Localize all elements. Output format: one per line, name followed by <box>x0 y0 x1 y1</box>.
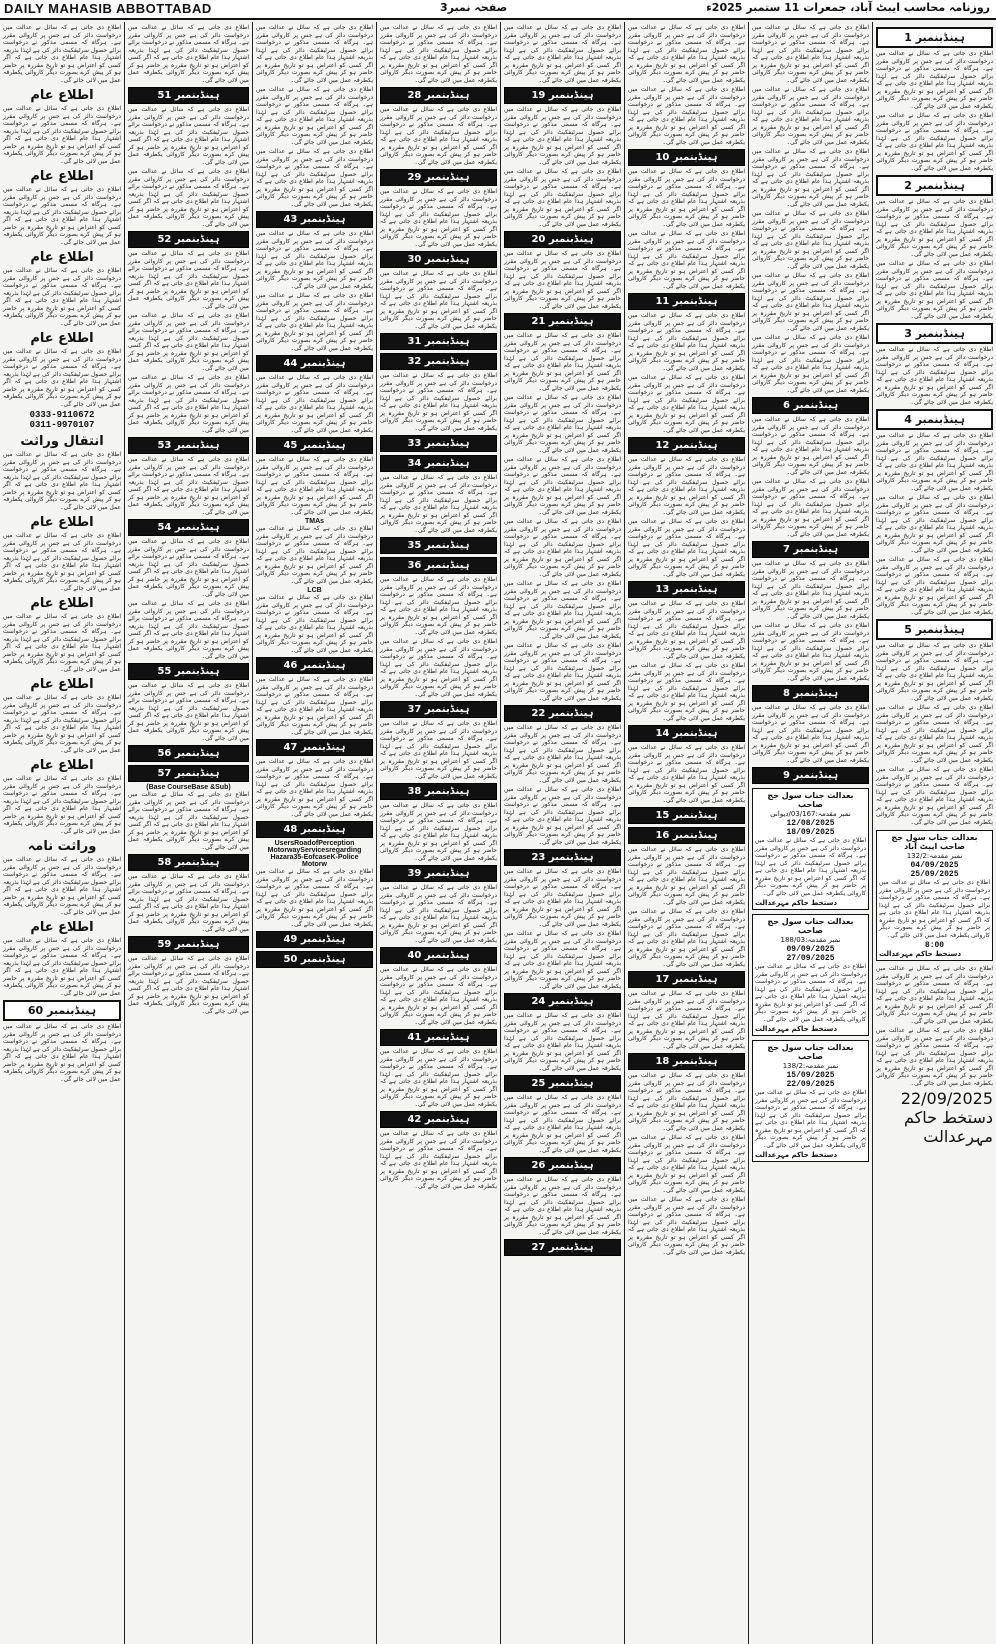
court-date: 22/09/2025 <box>900 1089 993 1108</box>
section-title: اطلاع عام <box>30 515 94 530</box>
notice-heading: ہینڈبنمبر 19 <box>504 87 621 104</box>
court-signature: دستخط حاکم مہرعدالت <box>755 1151 838 1159</box>
notice-body: اطلاع دی جاتی ہے کہ سائل نے عدالت میں درخواست دائر کی ہے جس پر کاروائی مقرر ہے۔ ہرگاہ کہ مسمی مذکور نے درخواست برائے حصول سرٹیفکیٹ دائر کی ہے لہٰذا بذریعہ اشتہار ہذا عام اطلاع دی جاتی ہے کہ اگر کسی کو اعتراض ہو تو تاریخ مقررہ پر حاضر ہو کر پیش کرے بصورت دیگر کاروائی یکطرفہ عمل میں لائی جائے گی۔ <box>752 210 869 270</box>
issue-date: روزنامہ محاسب ایبٹ آباد، جمعرات 11 ستمبر 2025ء <box>706 1 990 14</box>
notice-body: اطلاع دی جاتی ہے کہ سائل نے عدالت میں درخواست دائر کی ہے جس پر کاروائی مقرر ہے۔ ہرگاہ کہ مسمی مذکور نے درخواست برائے حصول سرٹیفکیٹ دائر کی ہے لہٰذا بذریعہ اشتہار ہذا عام اطلاع دی جاتی ہے کہ اگر کسی کو اعتراض ہو تو تاریخ مقررہ پر حاضر ہو کر پیش کرے بصورت دیگر کاروائی یکطرفہ عمل میں لائی جائے گی۔ <box>3 775 121 835</box>
notice-body: اطلاع دی جاتی ہے کہ سائل نے عدالت میں درخواست دائر کی ہے جس پر کاروائی مقرر ہے۔ ہرگاہ کہ مسمی مذکور نے درخواست برائے حصول سرٹیفکیٹ دائر کی ہے لہٰذا بذریعہ اشتہار ہذا عام اطلاع دی جاتی ہے کہ اگر کسی کو اعتراض ہو تو تاریخ مقررہ پر حاضر ہو کر پیش کرے بصورت دیگر کاروائی یکطرفہ عمل میں لائی جائے گی۔ <box>504 250 621 310</box>
notice-heading: ہینڈبنمبر 45 <box>256 437 373 454</box>
notice-body: اطلاع دی جاتی ہے کہ سائل نے عدالت میں درخواست دائر کی ہے جس پر کاروائی مقرر ہے۔ ہرگاہ کہ مسمی مذکور نے درخواست برائے حصول سرٹیفکیٹ دائر کی ہے لہٰذا بذریعہ اشتہار ہذا عام اطلاع دی جاتی ہے کہ اگر کسی کو اعتراض ہو تو تاریخ مقررہ پر حاضر ہو کر پیش کرے بصورت دیگر کاروائی یکطرفہ عمل میں لائی جائے گی۔ <box>876 766 993 826</box>
notice-body: اطلاع دی جاتی ہے کہ سائل نے عدالت میں درخواست دائر کی ہے جس پر کاروائی مقرر ہے۔ ہرگاہ کہ مسمی مذکور نے درخواست برائے حصول سرٹیفکیٹ دائر کی ہے لہٰذا بذریعہ اشتہار ہذا عام اطلاع دی جاتی ہے کہ اگر کسی کو اعتراض ہو تو تاریخ مقررہ پر حاضر ہو کر پیش کرے بصورت دیگر کاروائی یکطرفہ عمل میں لائی جائے گی۔ <box>380 106 497 166</box>
notice-body: اطلاع دی جاتی ہے کہ سائل نے عدالت میں درخواست دائر کی ہے جس پر کاروائی مقرر ہے۔ ہرگاہ کہ مسمی مذکور نے درخواست برائے حصول سرٹیفکیٹ دائر کی ہے لہٰذا بذریعہ اشتہار ہذا عام اطلاع دی جاتی ہے کہ اگر کسی کو اعتراض ہو تو تاریخ مقررہ پر حاضر ہو کر پیش کرے بصورت دیگر کاروائی یکطرفہ عمل میں لائی جائے گی۔ <box>128 538 249 598</box>
notice-heading: ہینڈبنمبر 7 <box>752 541 869 558</box>
notice-body: اطلاع دی جاتی ہے کہ سائل نے عدالت میں درخواست دائر کی ہے جس پر کاروائی مقرر ہے۔ ہرگاہ کہ مسمی مذکور نے درخواست برائے حصول سرٹیفکیٹ دائر کی ہے لہٰذا بذریعہ اشتہار ہذا عام اطلاع دی جاتی ہے کہ اگر کسی کو اعتراض ہو تو تاریخ مقررہ پر حاضر ہو کر پیش کرے بصورت دیگر کاروائی یکطرفہ عمل میں لائی جائے گی۔ <box>3 105 121 165</box>
notice-body: اطلاع دی جاتی ہے کہ سائل نے عدالت میں درخواست دائر کی ہے جس پر کاروائی مقرر ہے۔ ہرگاہ کہ مسمی مذکور نے درخواست برائے حصول سرٹیفکیٹ دائر کی ہے لہٰذا بذریعہ اشتہار ہذا عام اطلاع دی جاتی ہے کہ اگر کسی کو اعتراض ہو تو تاریخ مقررہ پر حاضر ہو کر پیش کرے بصورت دیگر کاروائی یکطرفہ عمل میں لائی جائے گی۔ <box>256 758 373 818</box>
court-date: 15/09/2025 <box>786 1071 835 1080</box>
notice-heading: ہینڈبنمبر 43 <box>256 211 373 228</box>
court-signature: دستخط حاکم مہرعدالت <box>879 950 962 958</box>
column-4 <box>500 22 624 1644</box>
notice-body: اطلاع دی جاتی ہے کہ سائل نے عدالت میں درخواست دائر کی ہے جس پر کاروائی مقرر ہے۔ ہرگاہ کہ مسمی مذکور نے درخواست برائے حصول سرٹیفکیٹ دائر کی ہے لہٰذا بذریعہ اشتہار ہذا عام اطلاع دی جاتی ہے کہ اگر کسی کو اعتراض ہو تو تاریخ مقررہ پر حاضر ہو کر پیش کرے بصورت دیگر کاروائی یکطرفہ عمل میں لائی جائے گی۔ <box>256 374 373 434</box>
notice-body: اطلاع دی جاتی ہے کہ سائل نے عدالت میں درخواست دائر کی ہے جس پر کاروائی مقرر ہے۔ ہرگاہ کہ مسمی مذکور نے درخواست برائے حصول سرٹیفکیٹ دائر کی ہے لہٰذا بذریعہ اشتہار ہذا عام اطلاع دی جاتی ہے کہ اگر کسی کو اعتراض ہو تو تاریخ مقررہ پر حاضر ہو کر پیش کرے بصورت دیگر کاروائی یکطرفہ عمل میں لائی جائے گی۔ <box>128 682 249 742</box>
court-signature: دستخط حاکم مہرعدالت <box>755 899 838 907</box>
notice-body: اطلاع دی جاتی ہے کہ سائل نے عدالت میں درخواست دائر کی ہے جس پر کاروائی مقرر ہے۔ ہرگاہ کہ مسمی مذکور نے درخواست برائے حصول سرٹیفکیٹ دائر کی ہے لہٰذا بذریعہ اشتہار ہذا عام اطلاع دی جاتی ہے کہ اگر کسی کو اعتراض ہو تو تاریخ مقررہ پر حاضر ہو کر پیش کرے بصورت دیگر کاروائی یکطرفہ عمل میں لائی جائے گی۔ <box>752 704 869 764</box>
notice-body: اطلاع دی جاتی ہے کہ سائل نے عدالت میں درخواست دائر کی ہے جس پر کاروائی مقرر ہے۔ ہرگاہ کہ مسمی مذکور نے درخواست برائے حصول سرٹیفکیٹ دائر کی ہے لہٰذا بذریعہ اشتہار ہذا عام اطلاع دی جاتی ہے کہ اگر کسی کو اعتراض ہو تو تاریخ مقررہ پر حاضر ہو کر پیش کرے بصورت دیگر کاروائی یکطرفہ عمل میں لائی جائے گی۔ <box>628 744 745 804</box>
notice-body: اطلاع دی جاتی ہے کہ سائل نے عدالت میں درخواست دائر کی ہے جس پر کاروائی مقرر ہے۔ ہرگاہ کہ مسمی مذکور نے درخواست برائے حصول سرٹیفکیٹ دائر کی ہے لہٰذا بذریعہ اشتہار ہذا عام اطلاع دی جاتی ہے کہ اگر کسی کو اعتراض ہو تو تاریخ مقررہ پر حاضر ہو کر پیش کرے بصورت دیگر کاروائی یکطرفہ عمل میں لائی جائے گی۔ <box>752 86 869 146</box>
notice-body: اطلاع دی جاتی ہے کہ سائل نے عدالت میں درخواست دائر کی ہے جس پر کاروائی مقرر ہے۔ ہرگاہ کہ مسمی مذکور نے درخواست برائے حصول سرٹیفکیٹ دائر کی ہے لہٰذا بذریعہ اشتہار ہذا عام اطلاع دی جاتی ہے کہ اگر کسی کو اعتراض ہو تو تاریخ مقررہ پر حاضر ہو کر پیش کرے بصورت دیگر کاروائی یکطرفہ عمل میں لائی جائے گی۔ <box>628 1196 745 1256</box>
notice-heading: ہینڈبنمبر 49 <box>256 931 373 948</box>
notice-body: اطلاع دی جاتی ہے کہ سائل نے عدالت میں درخواست دائر کی ہے جس پر کاروائی مقرر ہے۔ ہرگاہ کہ مسمی مذکور نے درخواست برائے حصول سرٹیفکیٹ دائر کی ہے لہٰذا بذریعہ اشتہار ہذا عام اطلاع دی جاتی ہے کہ اگر کسی کو اعتراض ہو تو تاریخ مقررہ پر حاضر ہو کر پیش کرے بصورت دیگر کاروائی یکطرفہ عمل میں لائی جائے گی۔ <box>628 846 745 906</box>
court-notice <box>876 830 993 961</box>
notice-body: اطلاع دی جاتی ہے کہ سائل نے عدالت میں درخواست دائر کی ہے جس پر کاروائی مقرر ہے۔ ہرگاہ کہ مسمی مذکور نے درخواست برائے حصول سرٹیفکیٹ دائر کی ہے لہٰذا بذریعہ اشتہار ہذا عام اطلاع دی جاتی ہے کہ اگر کسی کو اعتراض ہو تو تاریخ مقررہ پر حاضر ہو کر پیش کرے بصورت دیگر کاروائی یکطرفہ عمل میں لائی جائے گی۔ <box>876 346 993 406</box>
notice-heading: ہینڈبنمبر 54 <box>128 519 249 536</box>
notice-body: اطلاع دی جاتی ہے کہ سائل نے عدالت میں درخواست دائر کی ہے جس پر کاروائی مقرر ہے۔ ہرگاہ کہ مسمی مذکور نے درخواست برائے حصول سرٹیفکیٹ دائر کی ہے لہٰذا بذریعہ اشتہار ہذا عام اطلاع دی جاتی ہے کہ اگر کسی کو اعتراض ہو تو تاریخ مقررہ پر حاضر ہو کر پیش کرے بصورت دیگر کاروائی یکطرفہ عمل میں لائی جائے گی۔ <box>504 868 621 928</box>
notice-body: اطلاع دی جاتی ہے کہ سائل نے عدالت میں درخواست دائر کی ہے جس پر کاروائی مقرر ہے۔ ہرگاہ کہ مسمی مذکور نے درخواست برائے حصول سرٹیفکیٹ دائر کی ہے لہٰذا بذریعہ اشتہار ہذا عام اطلاع دی جاتی ہے کہ اگر کسی کو اعتراض ہو تو تاریخ مقررہ پر حاضر ہو کر پیش کرے بصورت دیگر کاروائی یکطرفہ عمل میں لائی جائے گی۔ <box>128 873 249 933</box>
notice-body: اطلاع دی جاتی ہے کہ سائل نے عدالت میں درخواست دائر کی ہے جس پر کاروائی مقرر ہے۔ ہرگاہ کہ مسمی مذکور نے درخواست برائے حصول سرٹیفکیٹ دائر کی ہے لہٰذا بذریعہ اشتہار ہذا عام اطلاع دی جاتی ہے کہ اگر کسی کو اعتراض ہو تو تاریخ مقررہ پر حاضر ہو کر پیش کرے بصورت دیگر کاروائی یکطرفہ عمل میں لائی جائے گی۔ <box>876 704 993 764</box>
notice-body: اطلاع دی جاتی ہے کہ سائل نے عدالت میں درخواست دائر کی ہے جس پر کاروائی مقرر ہے۔ ہرگاہ کہ مسمی مذکور نے درخواست برائے حصول سرٹیفکیٹ دائر کی ہے لہٰذا بذریعہ اشتہار ہذا عام اطلاع دی جاتی ہے کہ اگر کسی کو اعتراض ہو تو تاریخ مقررہ پر حاضر ہو کر پیش کرے بصورت دیگر کاروائی یکطرفہ عمل میں لائی جائے گی۔ <box>3 856 121 916</box>
notice-heading: ہینڈبنمبر 38 <box>380 783 497 800</box>
notice-body: اطلاع دی جاتی ہے کہ سائل نے عدالت میں درخواست دائر کی ہے جس پر کاروائی مقرر ہے۔ ہرگاہ کہ مسمی مذکور نے درخواست برائے حصول سرٹیفکیٹ دائر کی ہے لہٰذا بذریعہ اشتہار ہذا عام اطلاع دی جاتی ہے کہ اگر کسی کو اعتراض ہو تو تاریخ مقررہ پر حاضر ہو کر پیش کرے بصورت دیگر کاروائی یکطرفہ عمل میں لائی جائے گی۔ <box>3 1023 121 1083</box>
court-time: 8:00 <box>924 941 945 950</box>
notice-heading: ہینڈبنمبر 60 <box>3 1000 121 1021</box>
notice-body: اطلاع دی جاتی ہے کہ سائل نے عدالت میں درخواست دائر کی ہے جس پر کاروائی مقرر ہے۔ ہرگاہ کہ مسمی مذکور نے درخواست برائے حصول سرٹیفکیٹ دائر کی ہے لہٰذا بذریعہ اشتہار ہذا عام اطلاع دی جاتی ہے کہ اگر کسی کو اعتراض ہو تو تاریخ مقررہ پر حاضر ہو کر پیش کرے بصورت دیگر کاروائی یکطرفہ عمل میں لائی جائے گی۔ <box>128 168 249 228</box>
notice-body: اطلاع دی جاتی ہے کہ سائل نے عدالت میں درخواست دائر کی ہے جس پر کاروائی مقرر ہے۔ ہرگاہ کہ مسمی مذکور نے درخواست برائے حصول سرٹیفکیٹ دائر کی ہے لہٰذا بذریعہ اشتہار ہذا عام اطلاع دی جاتی ہے کہ اگر کسی کو اعتراض ہو تو تاریخ مقررہ پر حاضر ہو کر پیش کرے بصورت دیگر کاروائی یکطرفہ عمل میں لائی جائے گی۔ <box>256 594 373 654</box>
notice-heading: ہینڈبنمبر 8 <box>752 685 869 702</box>
notice-body: اطلاع دی جاتی ہے کہ سائل نے عدالت میں درخواست دائر کی ہے جس پر کاروائی مقرر ہے۔ ہرگاہ کہ مسمی مذکور نے درخواست برائے حصول سرٹیفکیٹ دائر کی ہے لہٰذا بذریعہ اشتہار ہذا عام اطلاع دی جاتی ہے کہ اگر کسی کو اعتراض ہو تو تاریخ مقررہ پر حاضر ہو کر پیش کرے بصورت دیگر کاروائی یکطرفہ عمل میں لائی جائے گی۔ <box>876 642 993 702</box>
notice-body: اطلاع دی جاتی ہے کہ سائل نے عدالت میں درخواست دائر کی ہے جس پر کاروائی مقرر ہے۔ ہرگاہ کہ مسمی مذکور نے درخواست برائے حصول سرٹیفکیٹ دائر کی ہے لہٰذا بذریعہ اشتہار ہذا عام اطلاع دی جاتی ہے کہ اگر کسی کو اعتراض ہو تو تاریخ مقررہ پر حاضر ہو کر پیش کرے بصورت دیگر کاروائی یکطرفہ عمل میں لائی جائے گی۔ <box>256 456 373 516</box>
notice-heading: ہینڈبنمبر 37 <box>380 701 497 718</box>
notice-body: اطلاع دی جاتی ہے کہ سائل نے عدالت میں درخواست دائر کی ہے جس پر کاروائی مقرر ہے۔ ہرگاہ کہ مسمی مذکور نے درخواست برائے حصول سرٹیفکیٹ دائر کی ہے لہٰذا بذریعہ اشتہار ہذا عام اطلاع دی جاتی ہے کہ اگر کسی کو اعتراض ہو تو تاریخ مقررہ پر حاضر ہو کر پیش کرے بصورت دیگر کاروائی یکطرفہ عمل میں لائی جائے گی۔ <box>256 676 373 736</box>
notice-heading: ہینڈبنمبر 2 <box>876 175 993 196</box>
notice-body: اطلاع دی جاتی ہے کہ سائل نے عدالت میں درخواست دائر کی ہے جس پر کاروائی مقرر ہے۔ ہرگاہ کہ مسمی مذکور نے درخواست برائے حصول سرٹیفکیٹ دائر کی ہے لہٰذا بذریعہ اشتہار ہذا عام اطلاع دی جاتی ہے کہ اگر کسی کو اعتراض ہو تو تاریخ مقررہ پر حاضر ہو کر پیش کرے بصورت دیگر کاروائی یکطرفہ عمل میں لائی جائے گی۔ <box>380 24 497 84</box>
english-text: Motorw <box>302 861 327 868</box>
notice-heading: ہینڈبنمبر 32 <box>380 353 497 370</box>
court-case-number: نمبر مقدمہ:138/2 <box>782 1062 839 1070</box>
notice-body: اطلاع دی جاتی ہے کہ سائل نے عدالت میں درخواست دائر کی ہے جس پر کاروائی مقرر ہے۔ ہرگاہ کہ مسمی مذکور نے درخواست برائے حصول سرٹیفکیٹ دائر کی ہے لہٰذا بذریعہ اشتہار ہذا عام اطلاع دی جاتی ہے کہ اگر کسی کو اعتراض ہو تو تاریخ مقررہ پر حاضر ہو کر پیش کرے بصورت دیگر کاروائی یکطرفہ عمل میں لائی جائے گی۔ <box>380 474 497 534</box>
notice-heading: ہینڈبنمبر 29 <box>380 169 497 186</box>
notice-heading: ہینڈبنمبر 47 <box>256 739 373 756</box>
notice-body: اطلاع دی جاتی ہے کہ سائل نے عدالت میں درخواست دائر کی ہے جس پر کاروائی مقرر ہے۔ ہرگاہ کہ مسمی مذکور نے درخواست برائے حصول سرٹیفکیٹ دائر کی ہے لہٰذا بذریعہ اشتہار ہذا عام اطلاع دی جاتی ہے کہ اگر کسی کو اعتراض ہو تو تاریخ مقررہ پر حاضر ہو کر پیش کرے بصورت دیگر کاروائی یکطرفہ عمل میں لائی جائے گی۔ <box>628 86 745 146</box>
notice-body: اطلاع دی جاتی ہے کہ سائل نے عدالت میں درخواست دائر کی ہے جس پر کاروائی مقرر ہے۔ ہرگاہ کہ مسمی مذکور نے درخواست برائے حصول سرٹیفکیٹ دائر کی ہے لہٰذا بذریعہ اشتہار ہذا عام اطلاع دی جاتی ہے کہ اگر کسی کو اعتراض ہو تو تاریخ مقررہ پر حاضر ہو کر پیش کرے بصورت دیگر کاروائی یکطرفہ عمل میں لائی جائے گی۔ <box>752 478 869 538</box>
notice-body: اطلاع دی جاتی ہے کہ سائل نے عدالت میں درخواست دائر کی ہے جس پر کاروائی مقرر ہے۔ ہرگاہ کہ مسمی مذکور نے درخواست برائے حصول سرٹیفکیٹ دائر کی ہے لہٰذا بذریعہ اشتہار ہذا عام اطلاع دی جاتی ہے کہ اگر کسی کو اعتراض ہو تو تاریخ مقررہ پر حاضر ہو کر پیش کرے بصورت دیگر کاروائی یکطرفہ عمل میں لائی جائے گی۔ <box>3 451 121 511</box>
notice-body: اطلاع دی جاتی ہے کہ سائل نے عدالت میں درخواست دائر کی ہے جس پر کاروائی مقرر ہے۔ ہرگاہ کہ مسمی مذکور نے درخواست برائے حصول سرٹیفکیٹ دائر کی ہے لہٰذا بذریعہ اشتہار ہذا عام اطلاع دی جاتی ہے کہ اگر کسی کو اعتراض ہو تو تاریخ مقررہ پر حاضر ہو کر پیش کرے بصورت دیگر کاروائی یکطرفہ عمل میں لائی جائے گی۔ <box>628 662 745 722</box>
court-notice <box>752 788 869 910</box>
notice-body: اطلاع دی جاتی ہے کہ سائل نے عدالت میں درخواست دائر کی ہے جس پر کاروائی مقرر ہے۔ ہرگاہ کہ مسمی مذکور نے درخواست برائے حصول سرٹیفکیٹ دائر کی ہے لہٰذا بذریعہ اشتہار ہذا عام اطلاع دی جاتی ہے کہ اگر کسی کو اعتراض ہو تو تاریخ مقررہ پر حاضر ہو کر پیش کرے بصورت دیگر کاروائی یکطرفہ عمل میں لائی جائے گی۔ <box>876 1027 993 1087</box>
notice-heading: ہینڈبنمبر 25 <box>504 1075 621 1092</box>
english-text: (Base CourseBase &Sub) <box>146 784 231 791</box>
notice-body: اطلاع دی جاتی ہے کہ سائل نے عدالت میں درخواست دائر کی ہے جس پر کاروائی مقرر ہے۔ ہرگاہ کہ مسمی مذکور نے درخواست برائے حصول سرٹیفکیٹ دائر کی ہے لہٰذا بذریعہ اشتہار ہذا عام اطلاع دی جاتی ہے کہ اگر کسی کو اعتراض ہو تو تاریخ مقررہ پر حاضر ہو کر پیش کرے بصورت دیگر کاروائی یکطرفہ عمل میں لائی جائے گی۔ <box>628 168 745 228</box>
notice-body: اطلاع دی جاتی ہے کہ سائل نے عدالت میں درخواست دائر کی ہے جس پر کاروائی مقرر ہے۔ ہرگاہ کہ مسمی مذکور نے درخواست برائے حصول سرٹیفکیٹ دائر کی ہے لہٰذا بذریعہ اشتہار ہذا عام اطلاع دی جاتی ہے کہ اگر کسی کو اعتراض ہو تو تاریخ مقررہ پر حاضر ہو کر پیش کرے بصورت دیگر کاروائی یکطرفہ عمل میں لائی جائے گی۔ <box>752 416 869 476</box>
notice-body: اطلاع دی جاتی ہے کہ سائل نے عدالت میں درخواست دائر کی ہے جس پر کاروائی مقرر ہے۔ ہرگاہ کہ مسمی مذکور نے درخواست برائے حصول سرٹیفکیٹ دائر کی ہے لہٰذا بذریعہ اشتہار ہذا عام اطلاع دی جاتی ہے کہ اگر کسی کو اعتراض ہو تو تاریخ مقررہ پر حاضر ہو کر پیش کرے بصورت دیگر کاروائی یکطرفہ عمل میں لائی جائے گی۔ <box>876 260 993 320</box>
section-title: اطلاع عام <box>30 758 94 773</box>
notice-heading: ہینڈبنمبر 34 <box>380 455 497 472</box>
notice-body: اطلاع دی جاتی ہے کہ سائل نے عدالت میں درخواست دائر کی ہے جس پر کاروائی مقرر ہے۔ ہرگاہ کہ مسمی مذکور نے درخواست برائے حصول سرٹیفکیٹ دائر کی ہے لہٰذا بذریعہ اشتہار ہذا عام اطلاع دی جاتی ہے کہ اگر کسی کو اعتراض ہو تو تاریخ مقررہ پر حاضر ہو کر پیش کرے بصورت دیگر کاروائی یکطرفہ عمل میں لائی جائے گی۔ <box>128 24 249 84</box>
notice-body: اطلاع دی جاتی ہے کہ سائل نے عدالت میں درخواست دائر کی ہے جس پر کاروائی مقرر ہے۔ ہرگاہ کہ مسمی مذکور نے درخواست برائے حصول سرٹیفکیٹ دائر کی ہے لہٰذا بذریعہ اشتہار ہذا عام اطلاع دی جاتی ہے کہ اگر کسی کو اعتراض ہو تو تاریخ مقررہ پر حاضر ہو کر پیش کرے بصورت دیگر کاروائی یکطرفہ عمل میں لائی جائے گی۔ <box>504 456 621 516</box>
notice-body: اطلاع دی جاتی ہے کہ سائل نے عدالت میں درخواست دائر کی ہے جس پر کاروائی مقرر ہے۔ ہرگاہ کہ مسمی مذکور نے درخواست برائے حصول سرٹیفکیٹ دائر کی ہے لہٰذا بذریعہ اشتہار ہذا عام اطلاع دی جاتی ہے کہ اگر کسی کو اعتراض ہو تو تاریخ مقررہ پر حاضر ہو کر پیش کرے بصورت دیگر کاروائی یکطرفہ عمل میں لائی جائے گی۔ <box>876 50 993 110</box>
notice-body: اطلاع دی جاتی ہے کہ سائل نے عدالت میں درخواست دائر کی ہے جس پر کاروائی مقرر ہے۔ ہرگاہ کہ مسمی مذکور نے درخواست برائے حصول سرٹیفکیٹ دائر کی ہے لہٰذا بذریعہ اشتہار ہذا عام اطلاع دی جاتی ہے کہ اگر کسی کو اعتراض ہو تو تاریخ مقررہ پر حاضر ہو کر پیش کرے بصورت دیگر کاروائی یکطرفہ عمل میں لائی جائے گی۔ <box>876 965 993 1025</box>
notice-heading: ہینڈبنمبر 12 <box>628 437 745 454</box>
notice-heading: ہینڈبنمبر 53 <box>128 437 249 454</box>
notice-heading: ہینڈبنمبر 18 <box>628 1053 745 1070</box>
notice-body: اطلاع دی جاتی ہے کہ سائل نے عدالت میں درخواست دائر کی ہے جس پر کاروائی مقرر ہے۔ ہرگاہ کہ مسمی مذکور نے درخواست برائے حصول سرٹیفکیٹ دائر کی ہے لہٰذا بذریعہ اشتہار ہذا عام اطلاع دی جاتی ہے کہ اگر کسی کو اعتراض ہو تو تاریخ مقررہ پر حاضر ہو کر پیش کرے بصورت دیگر کاروائی یکطرفہ عمل میں لائی جائے گی۔ <box>876 198 993 258</box>
notice-heading: ہینڈبنمبر 51 <box>128 87 249 104</box>
notice-body: اطلاع دی جاتی ہے کہ سائل نے عدالت میں درخواست دائر کی ہے جس پر کاروائی مقرر ہے۔ ہرگاہ کہ مسمی مذکور نے درخواست برائے حصول سرٹیفکیٹ دائر کی ہے لہٰذا بذریعہ اشتہار ہذا عام اطلاع دی جاتی ہے کہ اگر کسی کو اعتراض ہو تو تاریخ مقررہ پر حاضر ہو کر پیش کرے بصورت دیگر کاروائی یکطرفہ عمل میں لائی جائے گی۔ <box>128 106 249 166</box>
notice-body: اطلاع دی جاتی ہے کہ سائل نے عدالت میں درخواست دائر کی ہے جس پر کاروائی مقرر ہے۔ ہرگاہ کہ مسمی مذکور نے درخواست برائے حصول سرٹیفکیٹ دائر کی ہے لہٰذا بذریعہ اشتہار ہذا عام اطلاع دی جاتی ہے کہ اگر کسی کو اعتراض ہو تو تاریخ مقررہ پر حاضر ہو کر پیش کرے بصورت دیگر کاروائی یکطرفہ عمل میں لائی جائے گی۔ <box>504 580 621 640</box>
notice-body: اطلاع دی جاتی ہے کہ سائل نے عدالت میں درخواست دائر کی ہے جس پر کاروائی مقرر ہے۔ ہرگاہ کہ مسمی مذکور نے درخواست برائے حصول سرٹیفکیٹ دائر کی ہے لہٰذا بذریعہ اشتہار ہذا عام اطلاع دی جاتی ہے کہ اگر کسی کو اعتراض ہو تو تاریخ مقررہ پر حاضر ہو کر پیش کرے بصورت دیگر کاروائی یکطرفہ عمل میں لائی جائے گی۔ <box>752 148 869 208</box>
notice-body: اطلاع دی جاتی ہے کہ سائل نے عدالت میں درخواست دائر کی ہے جس پر کاروائی مقرر ہے۔ ہرگاہ کہ مسمی مذکور نے درخواست برائے حصول سرٹیفکیٹ دائر کی ہے لہٰذا بذریعہ اشتہار ہذا عام اطلاع دی جاتی ہے کہ اگر کسی کو اعتراض ہو تو تاریخ مقررہ پر حاضر ہو کر پیش کرے بصورت دیگر کاروائی یکطرفہ عمل میں لائی جائے گی۔ <box>876 556 993 616</box>
notice-body: اطلاع دی جاتی ہے کہ سائل نے عدالت میں درخواست دائر کی ہے جس پر کاروائی مقرر ہے۔ ہرگاہ کہ مسمی مذکور نے درخواست برائے حصول سرٹیفکیٹ دائر کی ہے لہٰذا بذریعہ اشتہار ہذا عام اطلاع دی جاتی ہے کہ اگر کسی کو اعتراض ہو تو تاریخ مقررہ پر حاضر ہو کر پیش کرے بصورت دیگر کاروائی یکطرفہ عمل میں لائی جائے گی۔ <box>504 168 621 228</box>
notice-body: اطلاع دی جاتی ہے کہ سائل نے عدالت میں درخواست دائر کی ہے جس پر کاروائی مقرر ہے۔ ہرگاہ کہ مسمی مذکور نے درخواست برائے حصول سرٹیفکیٹ دائر کی ہے لہٰذا بذریعہ اشتہار ہذا عام اطلاع دی جاتی ہے کہ اگر کسی کو اعتراض ہو تو تاریخ مقررہ پر حاضر ہو کر پیش کرے بصورت دیگر کاروائی یکطرفہ عمل میں لائی جائے گی۔ <box>380 884 497 944</box>
notice-heading: ہینڈبنمبر 42 <box>380 1111 497 1128</box>
notice-body: اطلاع دی جاتی ہے کہ سائل نے عدالت میں درخواست دائر کی ہے جس پر کاروائی مقرر ہے۔ ہرگاہ کہ مسمی مذکور نے درخواست برائے حصول سرٹیفکیٹ دائر کی ہے لہٰذا بذریعہ اشتہار ہذا عام اطلاع دی جاتی ہے کہ اگر کسی کو اعتراض ہو تو تاریخ مقررہ پر حاضر ہو کر پیش کرے بصورت دیگر کاروائی یکطرفہ عمل میں لائی جائے گی۔ <box>128 456 249 516</box>
notice-body: اطلاع دی جاتی ہے کہ سائل نے عدالت میں درخواست دائر کی ہے جس پر کاروائی مقرر ہے۔ ہرگاہ کہ مسمی مذکور نے درخواست برائے حصول سرٹیفکیٹ دائر کی ہے لہٰذا بذریعہ اشتہار ہذا عام اطلاع دی جاتی ہے کہ اگر کسی کو اعتراض ہو تو تاریخ مقررہ پر حاضر ہو کر پیش کرے بصورت دیگر کاروائی یکطرفہ عمل میں لائی جائے گی۔ <box>876 432 993 492</box>
english-text: TMAs <box>304 518 325 525</box>
notice-body: اطلاع دی جاتی ہے کہ سائل نے عدالت میں درخواست دائر کی ہے جس پر کاروائی مقرر ہے۔ ہرگاہ کہ مسمی مذکور نے درخواست برائے حصول سرٹیفکیٹ دائر کی ہے لہٰذا بذریعہ اشتہار ہذا عام اطلاع دی جاتی ہے کہ اگر کسی کو اعتراض ہو تو تاریخ مقررہ پر حاضر ہو کر پیش کرے بصورت دیگر کاروائی یکطرفہ عمل میں لائی جائے گی۔ <box>628 1072 745 1132</box>
column-3 <box>624 22 748 1644</box>
section-title: انتقال وراثت <box>20 434 104 449</box>
notice-body: اطلاع دی جاتی ہے کہ سائل نے عدالت میں درخواست دائر کی ہے جس پر کاروائی مقرر ہے۔ ہرگاہ کہ مسمی مذکور نے درخواست برائے حصول سرٹیفکیٹ دائر کی ہے لہٰذا بذریعہ اشتہار ہذا عام اطلاع دی جاتی ہے کہ اگر کسی کو اعتراض ہو تو تاریخ مقررہ پر حاضر ہو کر پیش کرے بصورت دیگر کاروائی یکطرفہ عمل میں لائی جائے گی۔ <box>3 532 121 592</box>
notice-body: اطلاع دی جاتی ہے کہ سائل نے عدالت میں درخواست دائر کی ہے جس پر کاروائی مقرر ہے۔ ہرگاہ کہ مسمی مذکور نے درخواست برائے حصول سرٹیفکیٹ دائر کی ہے لہٰذا بذریعہ اشتہار ہذا عام اطلاع دی جاتی ہے کہ اگر کسی کو اعتراض ہو تو تاریخ مقررہ پر حاضر ہو کر پیش کرے بصورت دیگر کاروائی یکطرفہ عمل میں لائی جائے گی۔ <box>256 148 373 208</box>
notice-body: اطلاع دی جاتی ہے کہ سائل نے عدالت میں درخواست دائر کی ہے جس پر کاروائی مقرر ہے۔ ہرگاہ کہ مسمی مذکور نے درخواست برائے حصول سرٹیفکیٹ دائر کی ہے لہٰذا بذریعہ اشتہار ہذا عام اطلاع دی جاتی ہے کہ اگر کسی کو اعتراض ہو تو تاریخ مقررہ پر حاضر ہو کر پیش کرے بصورت دیگر کاروائی یکطرفہ عمل میں لائی جائے گی۔ <box>3 613 121 673</box>
notice-body: اطلاع دی جاتی ہے کہ سائل نے عدالت میں درخواست دائر کی ہے جس پر کاروائی مقرر ہے۔ ہرگاہ کہ مسمی مذکور نے درخواست برائے حصول سرٹیفکیٹ دائر کی ہے لہٰذا بذریعہ اشتہار ہذا عام اطلاع دی جاتی ہے کہ اگر کسی کو اعتراض ہو تو تاریخ مقررہ پر حاضر ہو کر پیش کرے بصورت دیگر کاروائی یکطرفہ عمل میں لائی جائے گی۔ <box>504 724 621 784</box>
notice-heading: ہینڈبنمبر 24 <box>504 993 621 1010</box>
column-2 <box>748 22 872 1644</box>
notice-body: اطلاع دی جاتی ہے کہ سائل نے عدالت میں درخواست دائر کی ہے جس پر کاروائی مقرر ہے۔ ہرگاہ کہ مسمی مذکور نے درخواست برائے حصول سرٹیفکیٹ دائر کی ہے لہٰذا بذریعہ اشتہار ہذا عام اطلاع دی جاتی ہے کہ اگر کسی کو اعتراض ہو تو تاریخ مقررہ پر حاضر ہو کر پیش کرے بصورت دیگر کاروائی یکطرفہ عمل میں لائی جائے گی۔ <box>752 560 869 620</box>
notice-heading: ہینڈبنمبر 21 <box>504 313 621 330</box>
notice-heading: ہینڈبنمبر 59 <box>128 936 249 953</box>
masthead <box>0 0 996 20</box>
notice-body: اطلاع دی جاتی ہے کہ سائل نے عدالت میں درخواست دائر کی ہے جس پر کاروائی مقرر ہے۔ ہرگاہ کہ مسمی مذکور نے درخواست برائے حصول سرٹیفکیٹ دائر کی ہے لہٰذا بذریعہ اشتہار ہذا عام اطلاع دی جاتی ہے کہ اگر کسی کو اعتراض ہو تو تاریخ مقررہ پر حاضر ہو کر پیش کرے بصورت دیگر کاروائی یکطرفہ عمل میں لائی جائے گی۔ <box>256 230 373 290</box>
notice-body: اطلاع دی جاتی ہے کہ سائل نے عدالت میں درخواست دائر کی ہے جس پر کاروائی مقرر ہے۔ ہرگاہ کہ مسمی مذکور نے درخواست برائے حصول سرٹیفکیٹ دائر کی ہے لہٰذا بذریعہ اشتہار ہذا عام اطلاع دی جاتی ہے کہ اگر کسی کو اعتراض ہو تو تاریخ مقررہ پر حاضر ہو کر پیش کرے بصورت دیگر کاروائی یکطرفہ عمل میں لائی جائے گی۔ <box>752 334 869 394</box>
notice-heading: ہینڈبنمبر 23 <box>504 849 621 866</box>
column-8 <box>0 22 124 1644</box>
notice-heading: ہینڈبنمبر 15 <box>628 807 745 824</box>
english-text: LCB <box>307 587 322 594</box>
notice-body: اطلاع دی جاتی ہے کہ سائل نے عدالت میں درخواست دائر کی ہے جس پر کاروائی مقرر ہے۔ ہرگاہ کہ مسمی مذکور نے درخواست برائے حصول سرٹیفکیٹ دائر کی ہے لہٰذا بذریعہ اشتہار ہذا عام اطلاع دی جاتی ہے کہ اگر کسی کو اعتراض ہو تو تاریخ مقررہ پر حاضر ہو کر پیش کرے بصورت دیگر کاروائی یکطرفہ عمل میں لائی جائے گی۔ <box>752 622 869 682</box>
english-text: MotorwayServicesregarding <box>267 847 362 854</box>
notice-body: اطلاع دی جاتی ہے کہ سائل نے عدالت میں درخواست دائر کی ہے جس پر کاروائی مقرر ہے۔ ہرگاہ کہ مسمی مذکور نے درخواست برائے حصول سرٹیفکیٹ دائر کی ہے لہٰذا بذریعہ اشتہار ہذا عام اطلاع دی جاتی ہے کہ اگر کسی کو اعتراض ہو تو تاریخ مقررہ پر حاضر ہو کر پیش کرے بصورت دیگر کاروائی یکطرفہ عمل میں لائی جائے گی۔ <box>755 963 866 1023</box>
notice-body: اطلاع دی جاتی ہے کہ سائل نے عدالت میں درخواست دائر کی ہے جس پر کاروائی مقرر ہے۔ ہرگاہ کہ مسمی مذکور نے درخواست برائے حصول سرٹیفکیٹ دائر کی ہے لہٰذا بذریعہ اشتہار ہذا عام اطلاع دی جاتی ہے کہ اگر کسی کو اعتراض ہو تو تاریخ مقررہ پر حاضر ہو کر پیش کرے بصورت دیگر کاروائی یکطرفہ عمل میں لائی جائے گی۔ <box>628 374 745 434</box>
notice-heading: ہینڈبنمبر 14 <box>628 725 745 742</box>
section-title: اطلاع عام <box>30 596 94 611</box>
section-title: اطلاع عام <box>30 88 94 103</box>
court-case-number: نمبر مقدمہ:188/03 <box>780 936 841 944</box>
notice-heading: ہینڈبنمبر 13 <box>628 581 745 598</box>
notice-body: اطلاع دی جاتی ہے کہ سائل نے عدالت میں درخواست دائر کی ہے جس پر کاروائی مقرر ہے۔ ہرگاہ کہ مسمی مذکور نے درخواست برائے حصول سرٹیفکیٹ دائر کی ہے لہٰذا بذریعہ اشتہار ہذا عام اطلاع دی جاتی ہے کہ اگر کسی کو اعتراض ہو تو تاریخ مقررہ پر حاضر ہو کر پیش کرے بصورت دیگر کاروائی یکطرفہ عمل میں لائی جائے گی۔ <box>504 106 621 166</box>
notice-body: اطلاع دی جاتی ہے کہ سائل نے عدالت میں درخواست دائر کی ہے جس پر کاروائی مقرر ہے۔ ہرگاہ کہ مسمی مذکور نے درخواست برائے حصول سرٹیفکیٹ دائر کی ہے لہٰذا بذریعہ اشتہار ہذا عام اطلاع دی جاتی ہے کہ اگر کسی کو اعتراض ہو تو تاریخ مقررہ پر حاضر ہو کر پیش کرے بصورت دیگر کاروائی یکطرفہ عمل میں لائی جائے گی۔ <box>504 394 621 454</box>
notice-body: اطلاع دی جاتی ہے کہ سائل نے عدالت میں درخواست دائر کی ہے جس پر کاروائی مقرر ہے۔ ہرگاہ کہ مسمی مذکور نے درخواست برائے حصول سرٹیفکیٹ دائر کی ہے لہٰذا بذریعہ اشتہار ہذا عام اطلاع دی جاتی ہے کہ اگر کسی کو اعتراض ہو تو تاریخ مقررہ پر حاضر ہو کر پیش کرے بصورت دیگر کاروائی یکطرفہ عمل میں لائی جائے گی۔ <box>504 1176 621 1236</box>
column-1 <box>872 22 996 1644</box>
notice-body: اطلاع دی جاتی ہے کہ سائل نے عدالت میں درخواست دائر کی ہے جس پر کاروائی مقرر ہے۔ ہرگاہ کہ مسمی مذکور نے درخواست برائے حصول سرٹیفکیٹ دائر کی ہے لہٰذا بذریعہ اشتہار ہذا عام اطلاع دی جاتی ہے کہ اگر کسی کو اعتراض ہو تو تاریخ مقررہ پر حاضر ہو کر پیش کرے بصورت دیگر کاروائی یکطرفہ عمل میں لائی جائے گی۔ <box>879 879 990 939</box>
court-signature: دستخط حاکم مہرعدالت <box>904 1108 993 1146</box>
notice-body: اطلاع دی جاتی ہے کہ سائل نے عدالت میں درخواست دائر کی ہے جس پر کاروائی مقرر ہے۔ ہرگاہ کہ مسمی مذکور نے درخواست برائے حصول سرٹیفکیٹ دائر کی ہے لہٰذا بذریعہ اشتہار ہذا عام اطلاع دی جاتی ہے کہ اگر کسی کو اعتراض ہو تو تاریخ مقررہ پر حاضر ہو کر پیش کرے بصورت دیگر کاروائی یکطرفہ عمل میں لائی جائے گی۔ <box>628 600 745 660</box>
notice-body: اطلاع دی جاتی ہے کہ سائل نے عدالت میں درخواست دائر کی ہے جس پر کاروائی مقرر ہے۔ ہرگاہ کہ مسمی مذکور نے درخواست برائے حصول سرٹیفکیٹ دائر کی ہے لہٰذا بذریعہ اشتہار ہذا عام اطلاع دی جاتی ہے کہ اگر کسی کو اعتراض ہو تو تاریخ مقررہ پر حاضر ہو کر پیش کرے بصورت دیگر کاروائی یکطرفہ عمل میں لائی جائے گی۔ <box>380 188 497 248</box>
english-text: UsersRoadofPerception <box>274 840 355 847</box>
notice-body: اطلاع دی جاتی ہے کہ سائل نے عدالت میں درخواست دائر کی ہے جس پر کاروائی مقرر ہے۔ ہرگاہ کہ مسمی مذکور نے درخواست برائے حصول سرٹیفکیٹ دائر کی ہے لہٰذا بذریعہ اشتہار ہذا عام اطلاع دی جاتی ہے کہ اگر کسی کو اعتراض ہو تو تاریخ مقررہ پر حاضر ہو کر پیش کرے بصورت دیگر کاروائی یکطرفہ عمل میں لائی جائے گی۔ <box>755 1089 866 1149</box>
notice-body: اطلاع دی جاتی ہے کہ سائل نے عدالت میں درخواست دائر کی ہے جس پر کاروائی مقرر ہے۔ ہرگاہ کہ مسمی مذکور نے درخواست برائے حصول سرٹیفکیٹ دائر کی ہے لہٰذا بذریعہ اشتہار ہذا عام اطلاع دی جاتی ہے کہ اگر کسی کو اعتراض ہو تو تاریخ مقررہ پر حاضر ہو کر پیش کرے بصورت دیگر کاروائی یکطرفہ عمل میں لائی جائے گی۔ <box>128 955 249 1015</box>
notice-body: اطلاع دی جاتی ہے کہ سائل نے عدالت میں درخواست دائر کی ہے جس پر کاروائی مقرر ہے۔ ہرگاہ کہ مسمی مذکور نے درخواست برائے حصول سرٹیفکیٹ دائر کی ہے لہٰذا بذریعہ اشتہار ہذا عام اطلاع دی جاتی ہے کہ اگر کسی کو اعتراض ہو تو تاریخ مقررہ پر حاضر ہو کر پیش کرے بصورت دیگر کاروائی یکطرفہ عمل میں لائی جائے گی۔ <box>3 348 121 408</box>
notice-heading: ہینڈبنمبر 11 <box>628 293 745 310</box>
notice-body: اطلاع دی جاتی ہے کہ سائل نے عدالت میں درخواست دائر کی ہے جس پر کاروائی مقرر ہے۔ ہرگاہ کہ مسمی مذکور نے درخواست برائے حصول سرٹیفکیٹ دائر کی ہے لہٰذا بذریعہ اشتہار ہذا عام اطلاع دی جاتی ہے کہ اگر کسی کو اعتراض ہو تو تاریخ مقررہ پر حاضر ہو کر پیش کرے بصورت دیگر کاروائی یکطرفہ عمل میں لائی جائے گی۔ <box>256 292 373 352</box>
section-title: اطلاع عام <box>30 250 94 265</box>
notice-heading: ہینڈبنمبر 26 <box>504 1157 621 1174</box>
court-date: 27/09/2025 <box>786 954 835 963</box>
notice-body: اطلاع دی جاتی ہے کہ سائل نے عدالت میں درخواست دائر کی ہے جس پر کاروائی مقرر ہے۔ ہرگاہ کہ مسمی مذکور نے درخواست برائے حصول سرٹیفکیٹ دائر کی ہے لہٰذا بذریعہ اشتہار ہذا عام اطلاع دی جاتی ہے کہ اگر کسی کو اعتراض ہو تو تاریخ مقررہ پر حاضر ہو کر پیش کرے بصورت دیگر کاروائی یکطرفہ عمل میں لائی جائے گی۔ <box>380 576 497 636</box>
notice-heading: ہینڈبنمبر 5 <box>876 619 993 640</box>
notice-body: اطلاع دی جاتی ہے کہ سائل نے عدالت میں درخواست دائر کی ہے جس پر کاروائی مقرر ہے۔ ہرگاہ کہ مسمی مذکور نے درخواست برائے حصول سرٹیفکیٹ دائر کی ہے لہٰذا بذریعہ اشتہار ہذا عام اطلاع دی جاتی ہے کہ اگر کسی کو اعتراض ہو تو تاریخ مقررہ پر حاضر ہو کر پیش کرے بصورت دیگر کاروائی یکطرفہ عمل میں لائی جائے گی۔ <box>504 930 621 990</box>
notice-heading: ہینڈبنمبر 52 <box>128 231 249 248</box>
notice-heading: ہینڈبنمبر 39 <box>380 865 497 882</box>
notice-heading: ہینڈبنمبر 17 <box>628 971 745 988</box>
notice-body: اطلاع دی جاتی ہے کہ سائل نے عدالت میں درخواست دائر کی ہے جس پر کاروائی مقرر ہے۔ ہرگاہ کہ مسمی مذکور نے درخواست برائے حصول سرٹیفکیٹ دائر کی ہے لہٰذا بذریعہ اشتہار ہذا عام اطلاع دی جاتی ہے کہ اگر کسی کو اعتراض ہو تو تاریخ مقررہ پر حاضر ہو کر پیش کرے بصورت دیگر کاروائی یکطرفہ عمل میں لائی جائے گی۔ <box>876 112 993 172</box>
notice-body: اطلاع دی جاتی ہے کہ سائل نے عدالت میں درخواست دائر کی ہے جس پر کاروائی مقرر ہے۔ ہرگاہ کہ مسمی مذکور نے درخواست برائے حصول سرٹیفکیٹ دائر کی ہے لہٰذا بذریعہ اشتہار ہذا عام اطلاع دی جاتی ہے کہ اگر کسی کو اعتراض ہو تو تاریخ مقررہ پر حاضر ہو کر پیش کرے بصورت دیگر کاروائی یکطرفہ عمل میں لائی جائے گی۔ <box>256 868 373 928</box>
notice-heading: ہینڈبنمبر 57 <box>128 765 249 782</box>
notice-heading: ہینڈبنمبر 41 <box>380 1029 497 1046</box>
notice-body: اطلاع دی جاتی ہے کہ سائل نے عدالت میں درخواست دائر کی ہے جس پر کاروائی مقرر ہے۔ ہرگاہ کہ مسمی مذکور نے درخواست برائے حصول سرٹیفکیٹ دائر کی ہے لہٰذا بذریعہ اشتہار ہذا عام اطلاع دی جاتی ہے کہ اگر کسی کو اعتراض ہو تو تاریخ مقررہ پر حاضر ہو کر پیش کرے بصورت دیگر کاروائی یکطرفہ عمل میں لائی جائے گی۔ <box>380 638 497 698</box>
notice-heading: ہینڈبنمبر 1 <box>876 27 993 48</box>
notice-heading: ہینڈبنمبر 16 <box>628 827 745 844</box>
notice-heading: ہینڈبنمبر 30 <box>380 251 497 268</box>
notice-heading: ہینڈبنمبر 55 <box>128 663 249 680</box>
notice-body: اطلاع دی جاتی ہے کہ سائل نے عدالت میں درخواست دائر کی ہے جس پر کاروائی مقرر ہے۔ ہرگاہ کہ مسمی مذکور نے درخواست برائے حصول سرٹیفکیٹ دائر کی ہے لہٰذا بذریعہ اشتہار ہذا عام اطلاع دی جاتی ہے کہ اگر کسی کو اعتراض ہو تو تاریخ مقررہ پر حاضر ہو کر پیش کرے بصورت دیگر کاروائی یکطرفہ عمل میں لائی جائے گی۔ <box>628 908 745 968</box>
notice-body: اطلاع دی جاتی ہے کہ سائل نے عدالت میں درخواست دائر کی ہے جس پر کاروائی مقرر ہے۔ ہرگاہ کہ مسمی مذکور نے درخواست برائے حصول سرٹیفکیٹ دائر کی ہے لہٰذا بذریعہ اشتہار ہذا عام اطلاع دی جاتی ہے کہ اگر کسی کو اعتراض ہو تو تاریخ مقررہ پر حاضر ہو کر پیش کرے بصورت دیگر کاروائی یکطرفہ عمل میں لائی جائے گی۔ <box>3 937 121 997</box>
notice-heading: ہینڈبنمبر 58 <box>128 854 249 871</box>
notice-heading: ہینڈبنمبر 50 <box>256 951 373 968</box>
notice-heading: ہینڈبنمبر 10 <box>628 149 745 166</box>
column-6 <box>252 22 376 1644</box>
notice-body: اطلاع دی جاتی ہے کہ سائل نے عدالت میں درخواست دائر کی ہے جس پر کاروائی مقرر ہے۔ ہرگاہ کہ مسمی مذکور نے درخواست برائے حصول سرٹیفکیٹ دائر کی ہے لہٰذا بذریعہ اشتہار ہذا عام اطلاع دی جاتی ہے کہ اگر کسی کو اعتراض ہو تو تاریخ مقررہ پر حاضر ہو کر پیش کرے بصورت دیگر کاروائی یکطرفہ عمل میں لائی جائے گی۔ <box>380 802 497 862</box>
notice-body: اطلاع دی جاتی ہے کہ سائل نے عدالت میں درخواست دائر کی ہے جس پر کاروائی مقرر ہے۔ ہرگاہ کہ مسمی مذکور نے درخواست برائے حصول سرٹیفکیٹ دائر کی ہے لہٰذا بذریعہ اشتہار ہذا عام اطلاع دی جاتی ہے کہ اگر کسی کو اعتراض ہو تو تاریخ مقررہ پر حاضر ہو کر پیش کرے بصورت دیگر کاروائی یکطرفہ عمل میں لائی جائے گی۔ <box>380 720 497 780</box>
notice-body: اطلاع دی جاتی ہے کہ سائل نے عدالت میں درخواست دائر کی ہے جس پر کاروائی مقرر ہے۔ ہرگاہ کہ مسمی مذکور نے درخواست برائے حصول سرٹیفکیٹ دائر کی ہے لہٰذا بذریعہ اشتہار ہذا عام اطلاع دی جاتی ہے کہ اگر کسی کو اعتراض ہو تو تاریخ مقررہ پر حاضر ہو کر پیش کرے بصورت دیگر کاروائی یکطرفہ عمل میں لائی جائے گی۔ <box>380 372 497 432</box>
notice-heading: ہینڈبنمبر 40 <box>380 947 497 964</box>
page-number: صفحہ نمبر3 <box>440 1 508 14</box>
section-title: اطلاع عام <box>30 920 94 935</box>
notice-body: اطلاع دی جاتی ہے کہ سائل نے عدالت میں درخواست دائر کی ہے جس پر کاروائی مقرر ہے۔ ہرگاہ کہ مسمی مذکور نے درخواست برائے حصول سرٹیفکیٹ دائر کی ہے لہٰذا بذریعہ اشتہار ہذا عام اطلاع دی جاتی ہے کہ اگر کسی کو اعتراض ہو تو تاریخ مقررہ پر حاضر ہو کر پیش کرے بصورت دیگر کاروائی یکطرفہ عمل میں لائی جائے گی۔ <box>628 230 745 290</box>
section-title: وراثت نامہ <box>27 839 97 854</box>
notice-body: اطلاع دی جاتی ہے کہ سائل نے عدالت میں درخواست دائر کی ہے جس پر کاروائی مقرر ہے۔ ہرگاہ کہ مسمی مذکور نے درخواست برائے حصول سرٹیفکیٹ دائر کی ہے لہٰذا بذریعہ اشتہار ہذا عام اطلاع دی جاتی ہے کہ اگر کسی کو اعتراض ہو تو تاریخ مقررہ پر حاضر ہو کر پیش کرے بصورت دیگر کاروائی یکطرفہ عمل میں لائی جائے گی۔ <box>3 24 121 84</box>
notice-body: اطلاع دی جاتی ہے کہ سائل نے عدالت میں درخواست دائر کی ہے جس پر کاروائی مقرر ہے۔ ہرگاہ کہ مسمی مذکور نے درخواست برائے حصول سرٹیفکیٹ دائر کی ہے لہٰذا بذریعہ اشتہار ہذا عام اطلاع دی جاتی ہے کہ اگر کسی کو اعتراض ہو تو تاریخ مقررہ پر حاضر ہو کر پیش کرے بصورت دیگر کاروائی یکطرفہ عمل میں لائی جائے گی۔ <box>380 966 497 1026</box>
court-date: 04/09/2025 <box>910 861 959 870</box>
notice-body: اطلاع دی جاتی ہے کہ سائل نے عدالت میں درخواست دائر کی ہے جس پر کاروائی مقرر ہے۔ ہرگاہ کہ مسمی مذکور نے درخواست برائے حصول سرٹیفکیٹ دائر کی ہے لہٰذا بذریعہ اشتہار ہذا عام اطلاع دی جاتی ہے کہ اگر کسی کو اعتراض ہو تو تاریخ مقررہ پر حاضر ہو کر پیش کرے بصورت دیگر کاروائی یکطرفہ عمل میں لائی جائے گی۔ <box>628 990 745 1050</box>
notice-body: اطلاع دی جاتی ہے کہ سائل نے عدالت میں درخواست دائر کی ہے جس پر کاروائی مقرر ہے۔ ہرگاہ کہ مسمی مذکور نے درخواست برائے حصول سرٹیفکیٹ دائر کی ہے لہٰذا بذریعہ اشتہار ہذا عام اطلاع دی جاتی ہے کہ اگر کسی کو اعتراض ہو تو تاریخ مقررہ پر حاضر ہو کر پیش کرے بصورت دیگر کاروائی یکطرفہ عمل میں لائی جائے گی۔ <box>504 1012 621 1072</box>
section-title: اطلاع عام <box>30 677 94 692</box>
notice-body: اطلاع دی جاتی ہے کہ سائل نے عدالت میں درخواست دائر کی ہے جس پر کاروائی مقرر ہے۔ ہرگاہ کہ مسمی مذکور نے درخواست برائے حصول سرٹیفکیٹ دائر کی ہے لہٰذا بذریعہ اشتہار ہذا عام اطلاع دی جاتی ہے کہ اگر کسی کو اعتراض ہو تو تاریخ مقررہ پر حاضر ہو کر پیش کرے بصورت دیگر کاروائی یکطرفہ عمل میں لائی جائے گی۔ <box>504 518 621 578</box>
phone-number: 0311-9970107 <box>29 420 95 430</box>
notice-body: اطلاع دی جاتی ہے کہ سائل نے عدالت میں درخواست دائر کی ہے جس پر کاروائی مقرر ہے۔ ہرگاہ کہ مسمی مذکور نے درخواست برائے حصول سرٹیفکیٹ دائر کی ہے لہٰذا بذریعہ اشتہار ہذا عام اطلاع دی جاتی ہے کہ اگر کسی کو اعتراض ہو تو تاریخ مقررہ پر حاضر ہو کر پیش کرے بصورت دیگر کاروائی یکطرفہ عمل میں لائی جائے گی۔ <box>3 694 121 754</box>
notice-body: اطلاع دی جاتی ہے کہ سائل نے عدالت میں درخواست دائر کی ہے جس پر کاروائی مقرر ہے۔ ہرگاہ کہ مسمی مذکور نے درخواست برائے حصول سرٹیفکیٹ دائر کی ہے لہٰذا بذریعہ اشتہار ہذا عام اطلاع دی جاتی ہے کہ اگر کسی کو اعتراض ہو تو تاریخ مقررہ پر حاضر ہو کر پیش کرے بصورت دیگر کاروائی یکطرفہ عمل میں لائی جائے گی۔ <box>128 600 249 660</box>
notice-body: اطلاع دی جاتی ہے کہ سائل نے عدالت میں درخواست دائر کی ہے جس پر کاروائی مقرر ہے۔ ہرگاہ کہ مسمی مذکور نے درخواست برائے حصول سرٹیفکیٹ دائر کی ہے لہٰذا بذریعہ اشتہار ہذا عام اطلاع دی جاتی ہے کہ اگر کسی کو اعتراض ہو تو تاریخ مقررہ پر حاضر ہو کر پیش کرے بصورت دیگر کاروائی یکطرفہ عمل میں لائی جائے گی۔ <box>628 456 745 516</box>
section-title: اطلاع عام <box>30 169 94 184</box>
notice-heading: ہینڈبنمبر 3 <box>876 323 993 344</box>
section-title: اطلاع عام <box>30 331 94 346</box>
court-signature: دستخط حاکم مہرعدالت <box>755 1025 838 1033</box>
english-text: Hazara35-EofcaseK-Police <box>270 854 359 861</box>
court-date: 25/09/2025 <box>910 870 959 879</box>
notice-body: اطلاع دی جاتی ہے کہ سائل نے عدالت میں درخواست دائر کی ہے جس پر کاروائی مقرر ہے۔ ہرگاہ کہ مسمی مذکور نے درخواست برائے حصول سرٹیفکیٹ دائر کی ہے لہٰذا بذریعہ اشتہار ہذا عام اطلاع دی جاتی ہے کہ اگر کسی کو اعتراض ہو تو تاریخ مقررہ پر حاضر ہو کر پیش کرے بصورت دیگر کاروائی یکطرفہ عمل میں لائی جائے گی۔ <box>128 312 249 372</box>
notice-body: اطلاع دی جاتی ہے کہ سائل نے عدالت میں درخواست دائر کی ہے جس پر کاروائی مقرر ہے۔ ہرگاہ کہ مسمی مذکور نے درخواست برائے حصول سرٹیفکیٹ دائر کی ہے لہٰذا بذریعہ اشتہار ہذا عام اطلاع دی جاتی ہے کہ اگر کسی کو اعتراض ہو تو تاریخ مقررہ پر حاضر ہو کر پیش کرے بصورت دیگر کاروائی یکطرفہ عمل میں لائی جائے گی۔ <box>128 791 249 851</box>
notice-body: اطلاع دی جاتی ہے کہ سائل نے عدالت میں درخواست دائر کی ہے جس پر کاروائی مقرر ہے۔ ہرگاہ کہ مسمی مذکور نے درخواست برائے حصول سرٹیفکیٹ دائر کی ہے لہٰذا بذریعہ اشتہار ہذا عام اطلاع دی جاتی ہے کہ اگر کسی کو اعتراض ہو تو تاریخ مقررہ پر حاضر ہو کر پیش کرے بصورت دیگر کاروائی یکطرفہ عمل میں لائی جائے گی۔ <box>256 24 373 84</box>
court-date: 18/09/2025 <box>786 828 835 837</box>
court-case-number: نمبر مقدمہ:132/2 <box>906 852 963 860</box>
notice-heading: ہینڈبنمبر 6 <box>752 397 869 414</box>
court-notice <box>752 1040 869 1162</box>
notice-body: اطلاع دی جاتی ہے کہ سائل نے عدالت میں درخواست دائر کی ہے جس پر کاروائی مقرر ہے۔ ہرگاہ کہ مسمی مذکور نے درخواست برائے حصول سرٹیفکیٹ دائر کی ہے لہٰذا بذریعہ اشتہار ہذا عام اطلاع دی جاتی ہے کہ اگر کسی کو اعتراض ہو تو تاریخ مقررہ پر حاضر ہو کر پیش کرے بصورت دیگر کاروائی یکطرفہ عمل میں لائی جائے گی۔ <box>128 250 249 310</box>
phone-number: 0333-9110672 <box>29 410 95 420</box>
notice-heading: ہینڈبنمبر 20 <box>504 231 621 248</box>
notice-heading: ہینڈبنمبر 31 <box>380 333 497 350</box>
notice-heading: ہینڈبنمبر 9 <box>752 767 869 784</box>
notice-body: اطلاع دی جاتی ہے کہ سائل نے عدالت میں درخواست دائر کی ہے جس پر کاروائی مقرر ہے۔ ہرگاہ کہ مسمی مذکور نے درخواست برائے حصول سرٹیفکیٹ دائر کی ہے لہٰذا بذریعہ اشتہار ہذا عام اطلاع دی جاتی ہے کہ اگر کسی کو اعتراض ہو تو تاریخ مقررہ پر حاضر ہو کر پیش کرے بصورت دیگر کاروائی یکطرفہ عمل میں لائی جائے گی۔ <box>504 1094 621 1154</box>
notice-heading: ہینڈبنمبر 44 <box>256 355 373 372</box>
notice-body: اطلاع دی جاتی ہے کہ سائل نے عدالت میں درخواست دائر کی ہے جس پر کاروائی مقرر ہے۔ ہرگاہ کہ مسمی مذکور نے درخواست برائے حصول سرٹیفکیٹ دائر کی ہے لہٰذا بذریعہ اشتہار ہذا عام اطلاع دی جاتی ہے کہ اگر کسی کو اعتراض ہو تو تاریخ مقررہ پر حاضر ہو کر پیش کرے بصورت دیگر کاروائی یکطرفہ عمل میں لائی جائے گی۔ <box>504 642 621 702</box>
notice-body: اطلاع دی جاتی ہے کہ سائل نے عدالت میں درخواست دائر کی ہے جس پر کاروائی مقرر ہے۔ ہرگاہ کہ مسمی مذکور نے درخواست برائے حصول سرٹیفکیٹ دائر کی ہے لہٰذا بذریعہ اشتہار ہذا عام اطلاع دی جاتی ہے کہ اگر کسی کو اعتراض ہو تو تاریخ مقررہ پر حاضر ہو کر پیش کرے بصورت دیگر کاروائی یکطرفہ عمل میں لائی جائے گی۔ <box>504 24 621 84</box>
notice-heading: ہینڈبنمبر 4 <box>876 409 993 430</box>
notice-body: اطلاع دی جاتی ہے کہ سائل نے عدالت میں درخواست دائر کی ہے جس پر کاروائی مقرر ہے۔ ہرگاہ کہ مسمی مذکور نے درخواست برائے حصول سرٹیفکیٹ دائر کی ہے لہٰذا بذریعہ اشتہار ہذا عام اطلاع دی جاتی ہے کہ اگر کسی کو اعتراض ہو تو تاریخ مقررہ پر حاضر ہو کر پیش کرے بصورت دیگر کاروائی یکطرفہ عمل میں لائی جائے گی۔ <box>752 24 869 84</box>
notice-body: اطلاع دی جاتی ہے کہ سائل نے عدالت میں درخواست دائر کی ہے جس پر کاروائی مقرر ہے۔ ہرگاہ کہ مسمی مذکور نے درخواست برائے حصول سرٹیفکیٹ دائر کی ہے لہٰذا بذریعہ اشتہار ہذا عام اطلاع دی جاتی ہے کہ اگر کسی کو اعتراض ہو تو تاریخ مقررہ پر حاضر ہو کر پیش کرے بصورت دیگر کاروائی یکطرفہ عمل میں لائی جائے گی۔ <box>3 267 121 327</box>
notice-body: اطلاع دی جاتی ہے کہ سائل نے عدالت میں درخواست دائر کی ہے جس پر کاروائی مقرر ہے۔ ہرگاہ کہ مسمی مذکور نے درخواست برائے حصول سرٹیفکیٹ دائر کی ہے لہٰذا بذریعہ اشتہار ہذا عام اطلاع دی جاتی ہے کہ اگر کسی کو اعتراض ہو تو تاریخ مقررہ پر حاضر ہو کر پیش کرے بصورت دیگر کاروائی یکطرفہ عمل میں لائی جائے گی۔ <box>256 525 373 585</box>
column-5 <box>376 22 500 1644</box>
court-date: 09/09/2025 <box>786 945 835 954</box>
court-date: 12/08/2025 <box>786 819 835 828</box>
court-notice <box>752 914 869 1036</box>
notice-body: اطلاع دی جاتی ہے کہ سائل نے عدالت میں درخواست دائر کی ہے جس پر کاروائی مقرر ہے۔ ہرگاہ کہ مسمی مذکور نے درخواست برائے حصول سرٹیفکیٹ دائر کی ہے لہٰذا بذریعہ اشتہار ہذا عام اطلاع دی جاتی ہے کہ اگر کسی کو اعتراض ہو تو تاریخ مقررہ پر حاضر ہو کر پیش کرے بصورت دیگر کاروائی یکطرفہ عمل میں لائی جائے گی۔ <box>3 186 121 246</box>
notice-heading: ہینڈبنمبر 22 <box>504 705 621 722</box>
notice-heading: ہینڈبنمبر 36 <box>380 557 497 574</box>
newspaper-name: DAILY MAHASIB ABBOTTABAD <box>4 1 212 16</box>
court-case-number: نمبر مقدمہ:03/167/دیوانی <box>770 810 851 818</box>
notice-body: اطلاع دی جاتی ہے کہ سائل نے عدالت میں درخواست دائر کی ہے جس پر کاروائی مقرر ہے۔ ہرگاہ کہ مسمی مذکور نے درخواست برائے حصول سرٹیفکیٹ دائر کی ہے لہٰذا بذریعہ اشتہار ہذا عام اطلاع دی جاتی ہے کہ اگر کسی کو اعتراض ہو تو تاریخ مقررہ پر حاضر ہو کر پیش کرے بصورت دیگر کاروائی یکطرفہ عمل میں لائی جائے گی۔ <box>380 270 497 330</box>
notice-heading: ہینڈبنمبر 28 <box>380 87 497 104</box>
notice-body: اطلاع دی جاتی ہے کہ سائل نے عدالت میں درخواست دائر کی ہے جس پر کاروائی مقرر ہے۔ ہرگاہ کہ مسمی مذکور نے درخواست برائے حصول سرٹیفکیٹ دائر کی ہے لہٰذا بذریعہ اشتہار ہذا عام اطلاع دی جاتی ہے کہ اگر کسی کو اعتراض ہو تو تاریخ مقررہ پر حاضر ہو کر پیش کرے بصورت دیگر کاروائی یکطرفہ عمل میں لائی جائے گی۔ <box>628 24 745 84</box>
court-title: بعدالت جناب سول جج صاحب ایبٹ آباد <box>891 833 978 851</box>
notice-body: اطلاع دی جاتی ہے کہ سائل نے عدالت میں درخواست دائر کی ہے جس پر کاروائی مقرر ہے۔ ہرگاہ کہ مسمی مذکور نے درخواست برائے حصول سرٹیفکیٹ دائر کی ہے لہٰذا بذریعہ اشتہار ہذا عام اطلاع دی جاتی ہے کہ اگر کسی کو اعتراض ہو تو تاریخ مقررہ پر حاضر ہو کر پیش کرے بصورت دیگر کاروائی یکطرفہ عمل میں لائی جائے گی۔ <box>256 86 373 146</box>
notice-body: اطلاع دی جاتی ہے کہ سائل نے عدالت میں درخواست دائر کی ہے جس پر کاروائی مقرر ہے۔ ہرگاہ کہ مسمی مذکور نے درخواست برائے حصول سرٹیفکیٹ دائر کی ہے لہٰذا بذریعہ اشتہار ہذا عام اطلاع دی جاتی ہے کہ اگر کسی کو اعتراض ہو تو تاریخ مقررہ پر حاضر ہو کر پیش کرے بصورت دیگر کاروائی یکطرفہ عمل میں لائی جائے گی۔ <box>128 374 249 434</box>
notice-heading: ہینڈبنمبر 35 <box>380 537 497 554</box>
notice-heading: ہینڈبنمبر 48 <box>256 821 373 838</box>
court-date: 22/09/2025 <box>786 1080 835 1089</box>
notice-body: اطلاع دی جاتی ہے کہ سائل نے عدالت میں درخواست دائر کی ہے جس پر کاروائی مقرر ہے۔ ہرگاہ کہ مسمی مذکور نے درخواست برائے حصول سرٹیفکیٹ دائر کی ہے لہٰذا بذریعہ اشتہار ہذا عام اطلاع دی جاتی ہے کہ اگر کسی کو اعتراض ہو تو تاریخ مقررہ پر حاضر ہو کر پیش کرے بصورت دیگر کاروائی یکطرفہ عمل میں لائی جائے گی۔ <box>380 1130 497 1190</box>
court-title: بعدالت جناب سول جج صاحب <box>767 1043 854 1061</box>
court-title: بعدالت جناب سول جج صاحب <box>767 791 854 809</box>
notice-body: اطلاع دی جاتی ہے کہ سائل نے عدالت میں درخواست دائر کی ہے جس پر کاروائی مقرر ہے۔ ہرگاہ کہ مسمی مذکور نے درخواست برائے حصول سرٹیفکیٹ دائر کی ہے لہٰذا بذریعہ اشتہار ہذا عام اطلاع دی جاتی ہے کہ اگر کسی کو اعتراض ہو تو تاریخ مقررہ پر حاضر ہو کر پیش کرے بصورت دیگر کاروائی یکطرفہ عمل میں لائی جائے گی۔ <box>504 332 621 392</box>
notice-body: اطلاع دی جاتی ہے کہ سائل نے عدالت میں درخواست دائر کی ہے جس پر کاروائی مقرر ہے۔ ہرگاہ کہ مسمی مذکور نے درخواست برائے حصول سرٹیفکیٹ دائر کی ہے لہٰذا بذریعہ اشتہار ہذا عام اطلاع دی جاتی ہے کہ اگر کسی کو اعتراض ہو تو تاریخ مقررہ پر حاضر ہو کر پیش کرے بصورت دیگر کاروائی یکطرفہ عمل میں لائی جائے گی۔ <box>628 312 745 372</box>
notice-body: اطلاع دی جاتی ہے کہ سائل نے عدالت میں درخواست دائر کی ہے جس پر کاروائی مقرر ہے۔ ہرگاہ کہ مسمی مذکور نے درخواست برائے حصول سرٹیفکیٹ دائر کی ہے لہٰذا بذریعہ اشتہار ہذا عام اطلاع دی جاتی ہے کہ اگر کسی کو اعتراض ہو تو تاریخ مقررہ پر حاضر ہو کر پیش کرے بصورت دیگر کاروائی یکطرفہ عمل میں لائی جائے گی۔ <box>876 494 993 554</box>
notice-heading: ہینڈبنمبر 27 <box>504 1239 621 1256</box>
notice-body: اطلاع دی جاتی ہے کہ سائل نے عدالت میں درخواست دائر کی ہے جس پر کاروائی مقرر ہے۔ ہرگاہ کہ مسمی مذکور نے درخواست برائے حصول سرٹیفکیٹ دائر کی ہے لہٰذا بذریعہ اشتہار ہذا عام اطلاع دی جاتی ہے کہ اگر کسی کو اعتراض ہو تو تاریخ مقررہ پر حاضر ہو کر پیش کرے بصورت دیگر کاروائی یکطرفہ عمل میں لائی جائے گی۔ <box>380 1048 497 1108</box>
notice-heading: ہینڈبنمبر 46 <box>256 657 373 674</box>
notice-body: اطلاع دی جاتی ہے کہ سائل نے عدالت میں درخواست دائر کی ہے جس پر کاروائی مقرر ہے۔ ہرگاہ کہ مسمی مذکور نے درخواست برائے حصول سرٹیفکیٹ دائر کی ہے لہٰذا بذریعہ اشتہار ہذا عام اطلاع دی جاتی ہے کہ اگر کسی کو اعتراض ہو تو تاریخ مقررہ پر حاضر ہو کر پیش کرے بصورت دیگر کاروائی یکطرفہ عمل میں لائی جائے گی۔ <box>628 1134 745 1194</box>
notice-heading: ہینڈبنمبر 56 <box>128 745 249 762</box>
court-title: بعدالت جناب سول جج صاحب <box>767 917 854 935</box>
notice-body: اطلاع دی جاتی ہے کہ سائل نے عدالت میں درخواست دائر کی ہے جس پر کاروائی مقرر ہے۔ ہرگاہ کہ مسمی مذکور نے درخواست برائے حصول سرٹیفکیٹ دائر کی ہے لہٰذا بذریعہ اشتہار ہذا عام اطلاع دی جاتی ہے کہ اگر کسی کو اعتراض ہو تو تاریخ مقررہ پر حاضر ہو کر پیش کرے بصورت دیگر کاروائی یکطرفہ عمل میں لائی جائے گی۔ <box>628 518 745 578</box>
notice-body: اطلاع دی جاتی ہے کہ سائل نے عدالت میں درخواست دائر کی ہے جس پر کاروائی مقرر ہے۔ ہرگاہ کہ مسمی مذکور نے درخواست برائے حصول سرٹیفکیٹ دائر کی ہے لہٰذا بذریعہ اشتہار ہذا عام اطلاع دی جاتی ہے کہ اگر کسی کو اعتراض ہو تو تاریخ مقررہ پر حاضر ہو کر پیش کرے بصورت دیگر کاروائی یکطرفہ عمل میں لائی جائے گی۔ <box>755 837 866 897</box>
notice-body: اطلاع دی جاتی ہے کہ سائل نے عدالت میں درخواست دائر کی ہے جس پر کاروائی مقرر ہے۔ ہرگاہ کہ مسمی مذکور نے درخواست برائے حصول سرٹیفکیٹ دائر کی ہے لہٰذا بذریعہ اشتہار ہذا عام اطلاع دی جاتی ہے کہ اگر کسی کو اعتراض ہو تو تاریخ مقررہ پر حاضر ہو کر پیش کرے بصورت دیگر کاروائی یکطرفہ عمل میں لائی جائے گی۔ <box>504 786 621 846</box>
column-7 <box>124 22 252 1644</box>
notice-heading: ہینڈبنمبر 33 <box>380 435 497 452</box>
notice-body: اطلاع دی جاتی ہے کہ سائل نے عدالت میں درخواست دائر کی ہے جس پر کاروائی مقرر ہے۔ ہرگاہ کہ مسمی مذکور نے درخواست برائے حصول سرٹیفکیٹ دائر کی ہے لہٰذا بذریعہ اشتہار ہذا عام اطلاع دی جاتی ہے کہ اگر کسی کو اعتراض ہو تو تاریخ مقررہ پر حاضر ہو کر پیش کرے بصورت دیگر کاروائی یکطرفہ عمل میں لائی جائے گی۔ <box>752 272 869 332</box>
